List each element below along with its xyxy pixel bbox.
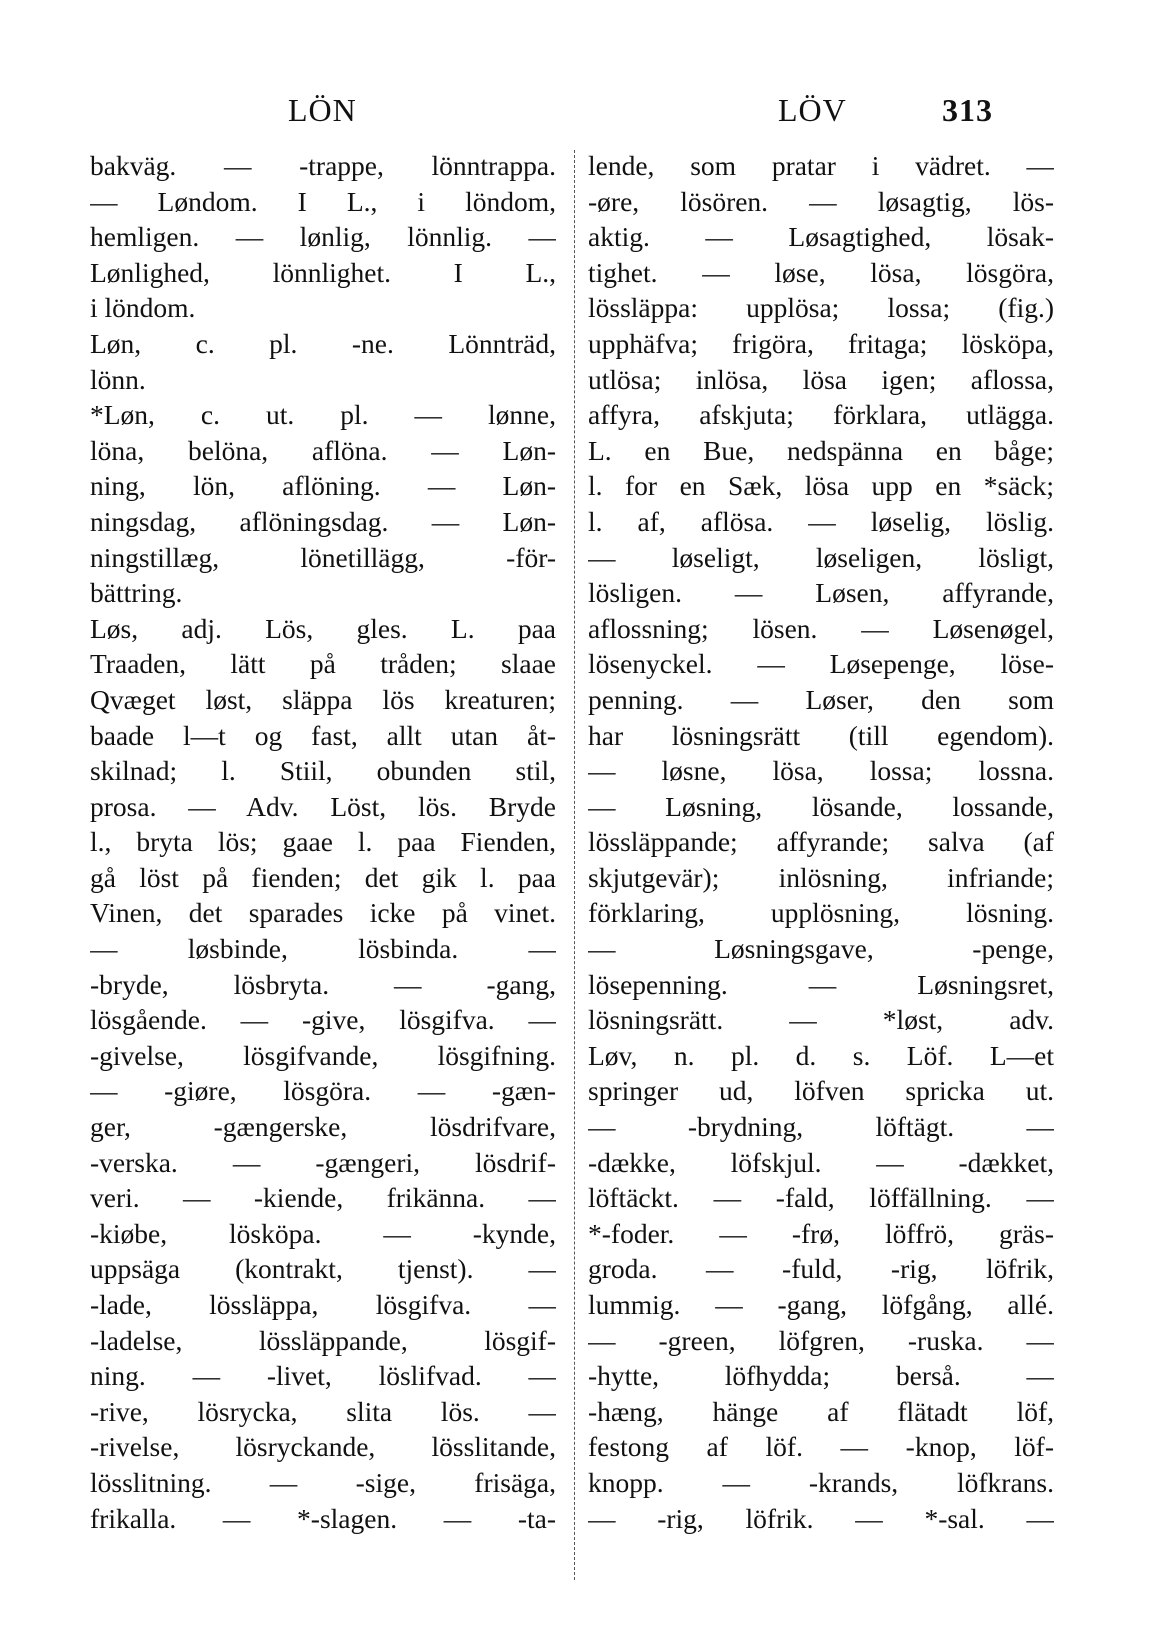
text-line: ger, -gængerske, lösdrifvare,: [90, 1111, 556, 1143]
text-line: frikalla. — *-slagen. — -ta-: [90, 1502, 556, 1534]
text-line: Traaden, lätt på tråden; slaae: [90, 648, 556, 680]
text-line: -øre, lösören. — løsagtig, lös-: [588, 185, 1054, 217]
text-line: — løsbinde, lösbinda. —: [90, 933, 556, 965]
text-line: hemligen. — lønlig, lönnlig. —: [90, 221, 556, 253]
text-line: löna, belöna, aflöna. — Løn-: [90, 434, 556, 466]
text-line: -dække, löfskjul. — -dækket,: [588, 1146, 1054, 1178]
text-line: — Løsningsgave, -penge,: [588, 933, 1054, 965]
text-line: lössläppa: upplösa; lossa; (fig.): [588, 292, 1054, 324]
right-column: [588, 148, 1054, 1536]
text-line: — -green, löfgren, -ruska. —: [588, 1324, 1054, 1356]
text-line: bakväg. — -trappe, lönntrappa.: [90, 150, 556, 181]
text-line: uppsäga (kontrakt, tjenst). —: [90, 1253, 556, 1285]
text-line: -givelse, lösgifvande, lösgifning.: [90, 1039, 556, 1071]
text-line: Løs, adj. Lös, gles. L. paa: [90, 612, 556, 644]
left-column: [90, 148, 556, 1536]
text-line: — -rig, löfrik. — *-sal. —: [588, 1502, 1054, 1534]
text-line: Qvæget løst, släppa lös kreaturen;: [90, 683, 556, 715]
text-line: Løn, c. pl. -ne. Lönnträd,: [90, 327, 556, 359]
text-line: prosa. — Adv. Löst, lös. Bryde: [90, 790, 556, 822]
text-line: ning, lön, aflöning. — Løn-: [90, 470, 556, 502]
text-line: i löndom.: [90, 292, 196, 324]
text-line: l., bryta lös; gaae l. paa Fienden,: [90, 826, 556, 858]
text-line: upphäfva; frigöra, fritaga; lösköpa,: [588, 327, 1054, 359]
text-line: -hæng, hänge af flätadt löf,: [588, 1395, 1054, 1427]
text-line: lösepenning. — Løsningsret,: [588, 968, 1054, 1000]
text-line: baade l—t og fast, allt utan åt-: [90, 719, 556, 751]
text-line: — løsne, lösa, lossa; lossna.: [588, 755, 1054, 787]
text-line: lönn.: [90, 363, 146, 395]
text-line: bättring.: [90, 577, 183, 609]
text-line: -hytte, löfhydda; berså. —: [588, 1360, 1054, 1392]
text-line: knopp. — -krands, löfkrans.: [588, 1466, 1054, 1498]
text-line: skilnad; l. Stiil, obunden stil,: [90, 755, 556, 787]
header-left-word: LÖN: [288, 92, 357, 128]
text-line: -rivelse, lösryckande, lösslitande,: [90, 1431, 556, 1463]
text-line: Lønlighed, lönnlighet. I L.,: [90, 256, 556, 288]
header-right-word: LÖV: [778, 92, 847, 128]
text-line: l. for en Sæk, lösa upp en *säck;: [588, 470, 1054, 502]
text-line: har lösningsrätt (till egendom).: [588, 719, 1054, 751]
text-line: *-foder. — -frø, löffrö, gräs-: [588, 1217, 1054, 1249]
text-line: lösslitning. — -sige, frisäga,: [90, 1466, 556, 1498]
text-line: — Løndom. I L., i löndom,: [90, 185, 556, 217]
text-line: -ladelse, lössläppande, lösgif-: [90, 1324, 556, 1356]
text-line: lende, som pratar i vädret. —: [588, 150, 1054, 181]
text-line: -rive, lösrycka, slita lös. —: [90, 1395, 556, 1427]
text-line: L. en Bue, nedspänna en båge;: [588, 434, 1054, 466]
text-line: aflossning; lösen. — Løsenøgel,: [588, 612, 1054, 644]
text-line: — Løsning, lösande, lossande,: [588, 790, 1054, 822]
text-line: Løv, n. pl. d. s. Löf. L—et: [588, 1039, 1054, 1071]
text-line: löftäckt. — -fald, löffällning. —: [588, 1182, 1054, 1214]
text-line: festong af löf. — -knop, löf-: [588, 1431, 1054, 1463]
column-divider: [574, 150, 575, 1580]
text-line: förklaring, upplösning, lösning.: [588, 897, 1054, 929]
text-line: gå löst på fienden; det gik l. paa: [90, 861, 556, 893]
text-line: skjutgevär); inlösning, infriande;: [588, 861, 1054, 893]
text-line: -kiøbe, lösköpa. — -kynde,: [90, 1217, 556, 1249]
text-line: lösgående. — -give, lösgifva. —: [90, 1004, 556, 1036]
page-number: 313: [942, 92, 993, 128]
text-line: -lade, lössläppa, lösgifva. —: [90, 1289, 556, 1320]
text-line: utlösa; inlösa, lösa igen; aflossa,: [588, 363, 1054, 395]
text-line: aktig. — Løsagtighed, lösak-: [588, 221, 1054, 253]
text-line: -verska. — -gængeri, lösdrif-: [90, 1146, 556, 1178]
text-line: veri. — -kiende, frikänna. —: [90, 1182, 556, 1214]
text-line: — -brydning, löftägt. —: [588, 1111, 1054, 1143]
text-line: affyra, afskjuta; förklara, utlägga.: [588, 399, 1054, 431]
text-line: lössläppande; affyrande; salva (af: [588, 826, 1054, 858]
text-line: l. af, aflösa. — løselig, löslig.: [588, 505, 1054, 537]
text-line: penning. — Løser, den som: [588, 683, 1054, 715]
text-line: — -giøre, lösgöra. — -gæn-: [90, 1075, 556, 1107]
text-line: -bryde, lösbryta. — -gang,: [90, 968, 556, 1000]
text-line: lösenyckel. — Løsepenge, löse-: [588, 648, 1054, 680]
text-line: springer ud, löfven spricka ut.: [588, 1075, 1054, 1107]
text-line: ning. — -livet, löslifvad. —: [90, 1360, 556, 1392]
text-line: ningsdag, aflöningsdag. — Løn-: [90, 505, 556, 537]
text-line: lummig. — -gang, löfgång, allé.: [588, 1289, 1054, 1320]
text-line: ningstillæg, lönetillägg, -för-: [90, 541, 556, 573]
text-line: lösningsrätt. — *løst, adv.: [588, 1004, 1054, 1036]
text-line: lösligen. — Løsen, affyrande,: [588, 577, 1054, 609]
text-line: Vinen, det sparades icke på vinet.: [90, 897, 556, 929]
text-line: *Løn, c. ut. pl. — lønne,: [90, 399, 556, 431]
text-line: groda. — -fuld, -rig, löfrik,: [588, 1253, 1054, 1285]
text-line: tighet. — løse, lösa, lösgöra,: [588, 256, 1054, 288]
text-line: — løseligt, løseligen, lösligt,: [588, 541, 1054, 573]
